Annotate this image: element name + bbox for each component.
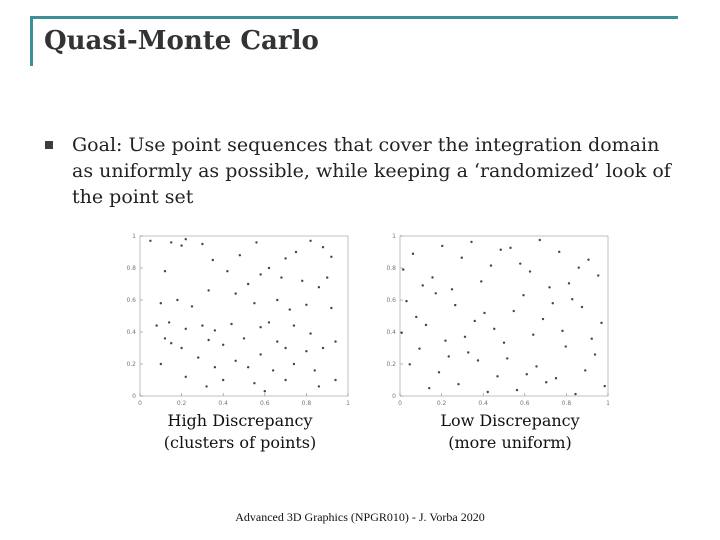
data-point	[309, 240, 311, 242]
low-discrepancy-caption	[420, 410, 600, 454]
data-point	[545, 381, 547, 383]
data-point	[474, 320, 476, 322]
data-point	[578, 266, 580, 268]
data-point	[509, 247, 511, 249]
x-tick-label: 0.4	[478, 400, 488, 407]
x-tick-label: 0.2	[176, 400, 187, 407]
data-point	[268, 321, 270, 323]
data-point	[276, 299, 278, 301]
data-point	[168, 321, 170, 323]
data-point	[591, 338, 593, 340]
data-point	[253, 382, 255, 384]
y-tick-label: 0.6	[386, 297, 396, 304]
data-point	[207, 339, 209, 341]
data-point	[284, 379, 286, 381]
data-point	[513, 310, 515, 312]
data-point	[185, 238, 187, 240]
data-point	[548, 286, 550, 288]
slide-title: Quasi-Monte Carlo	[44, 26, 319, 56]
data-point	[301, 280, 303, 282]
x-tick-label: 1	[346, 400, 350, 407]
data-point	[268, 267, 270, 269]
data-point	[293, 363, 295, 365]
data-point	[326, 276, 328, 278]
data-point	[264, 390, 266, 392]
data-point	[170, 241, 172, 243]
data-point	[470, 241, 472, 243]
caption-subtitle: (more uniform)	[448, 433, 572, 452]
y-tick-label: 0.8	[126, 265, 136, 272]
data-point	[597, 274, 599, 276]
data-point	[532, 334, 534, 336]
x-tick-label: 0.6	[520, 400, 530, 407]
bullet-square-icon	[45, 141, 53, 149]
data-point	[222, 379, 224, 381]
data-point	[431, 276, 433, 278]
data-point	[487, 391, 489, 393]
y-tick-label: 0.8	[386, 265, 396, 272]
data-point	[561, 330, 563, 332]
high-discrepancy-plot	[118, 230, 358, 410]
data-point	[330, 307, 332, 309]
data-point	[506, 357, 508, 359]
data-point	[214, 366, 216, 368]
data-point	[205, 385, 207, 387]
data-point	[594, 353, 596, 355]
data-point	[280, 276, 282, 278]
data-point	[526, 373, 528, 375]
data-point	[207, 289, 209, 291]
data-point	[180, 347, 182, 349]
x-tick-label: 0	[138, 400, 142, 407]
bullet-text: Goal: Use point sequences that cover the integration domain as uniformly as possible, while keeping a ‘randomized’ look of the point set	[72, 134, 671, 208]
data-point	[503, 342, 505, 344]
data-point	[191, 305, 193, 307]
data-point	[295, 251, 297, 253]
data-point	[309, 332, 311, 334]
data-point	[522, 294, 524, 296]
low-discrepancy-plot	[378, 230, 618, 410]
data-point	[176, 299, 178, 301]
caption-title: High Discrepancy	[167, 411, 313, 430]
data-point	[180, 244, 182, 246]
x-tick-label: 0.2	[436, 400, 447, 407]
x-tick-label: 0.4	[218, 400, 228, 407]
plot-canvas	[378, 230, 618, 410]
data-point	[418, 347, 420, 349]
data-point	[293, 324, 295, 326]
caption-subtitle: (clusters of points)	[163, 433, 317, 452]
data-point	[318, 385, 320, 387]
data-point	[500, 249, 502, 251]
data-point	[480, 280, 482, 282]
data-point	[441, 245, 443, 247]
data-point	[493, 328, 495, 330]
data-point	[584, 369, 586, 371]
x-tick-label: 0	[398, 400, 402, 407]
data-point	[222, 344, 224, 346]
data-point	[435, 292, 437, 294]
data-point	[314, 369, 316, 371]
data-point	[490, 264, 492, 266]
data-point	[259, 353, 261, 355]
data-point	[448, 355, 450, 357]
data-point	[334, 379, 336, 381]
y-tick-label: 0.4	[386, 329, 396, 336]
y-tick-label: 0	[392, 393, 396, 400]
data-point	[226, 270, 228, 272]
data-point	[164, 270, 166, 272]
data-point	[284, 347, 286, 349]
y-tick-label: 0.4	[126, 329, 136, 336]
data-point	[160, 302, 162, 304]
data-point	[571, 298, 573, 300]
data-point	[239, 254, 241, 256]
data-point	[247, 283, 249, 285]
data-point	[305, 350, 307, 352]
data-point	[164, 337, 166, 339]
y-tick-label: 0.2	[386, 361, 396, 368]
data-point	[234, 360, 236, 362]
data-point	[539, 239, 541, 241]
data-point	[247, 366, 249, 368]
data-point	[604, 385, 606, 387]
title-frame-left-bar	[30, 16, 33, 66]
y-tick-label: 1	[132, 233, 136, 240]
data-point	[149, 240, 151, 242]
data-point	[451, 288, 453, 290]
data-point	[284, 257, 286, 259]
data-point	[529, 270, 531, 272]
title-frame-top-bar	[30, 16, 678, 19]
data-point	[565, 345, 567, 347]
data-point	[600, 322, 602, 324]
data-point	[454, 304, 456, 306]
data-point	[552, 302, 554, 304]
data-point	[422, 284, 424, 286]
x-tick-label: 0.6	[260, 400, 270, 407]
data-point	[555, 377, 557, 379]
data-point	[170, 342, 172, 344]
data-point	[444, 339, 446, 341]
data-point	[409, 363, 411, 365]
data-point	[330, 256, 332, 258]
data-point	[160, 363, 162, 365]
data-point	[201, 324, 203, 326]
data-point	[415, 316, 417, 318]
data-point	[457, 383, 459, 385]
data-point	[259, 273, 261, 275]
data-point	[253, 302, 255, 304]
data-point	[212, 259, 214, 261]
data-point	[574, 393, 576, 395]
data-point	[197, 356, 199, 358]
data-point	[259, 326, 261, 328]
x-tick-label: 1	[606, 400, 610, 407]
y-tick-label: 0	[132, 393, 136, 400]
data-point	[322, 246, 324, 248]
data-point	[477, 359, 479, 361]
data-point	[587, 258, 589, 260]
data-point	[405, 300, 407, 302]
data-point	[289, 308, 291, 310]
x-tick-label: 0.8	[561, 400, 572, 407]
x-tick-label: 0.8	[301, 400, 312, 407]
data-point	[438, 371, 440, 373]
data-point	[412, 253, 414, 255]
data-point	[496, 375, 498, 377]
plot-axes-box	[140, 236, 348, 396]
data-point	[464, 336, 466, 338]
data-point	[402, 268, 404, 270]
y-tick-label: 0.2	[126, 361, 136, 368]
data-point	[185, 376, 187, 378]
data-point	[243, 337, 245, 339]
data-point	[305, 304, 307, 306]
data-point	[272, 369, 274, 371]
data-point	[155, 324, 157, 326]
data-point	[400, 332, 402, 334]
y-tick-label: 0.6	[126, 297, 136, 304]
data-point	[483, 312, 485, 314]
data-point	[535, 365, 537, 367]
data-point	[322, 347, 324, 349]
y-tick-label: 1	[392, 233, 396, 240]
data-point	[185, 328, 187, 330]
data-point	[558, 251, 560, 253]
data-point	[255, 241, 257, 243]
caption-title: Low Discrepancy	[440, 411, 580, 430]
data-point	[519, 262, 521, 264]
data-point	[428, 387, 430, 389]
data-point	[425, 324, 427, 326]
plot-axes-box	[400, 236, 608, 396]
data-point	[542, 318, 544, 320]
data-point	[230, 323, 232, 325]
data-point	[568, 282, 570, 284]
data-point	[467, 351, 469, 353]
high-discrepancy-caption	[150, 410, 330, 454]
data-point	[516, 389, 518, 391]
data-point	[581, 306, 583, 308]
data-point	[234, 292, 236, 294]
data-point	[461, 257, 463, 259]
data-point	[334, 340, 336, 342]
data-point	[318, 286, 320, 288]
data-point	[214, 329, 216, 331]
data-point	[201, 243, 203, 245]
slide-footer: Advanced 3D Graphics (NPGR010) - J. Vorba 2020	[235, 510, 485, 524]
data-point	[276, 340, 278, 342]
plot-canvas	[118, 230, 358, 410]
